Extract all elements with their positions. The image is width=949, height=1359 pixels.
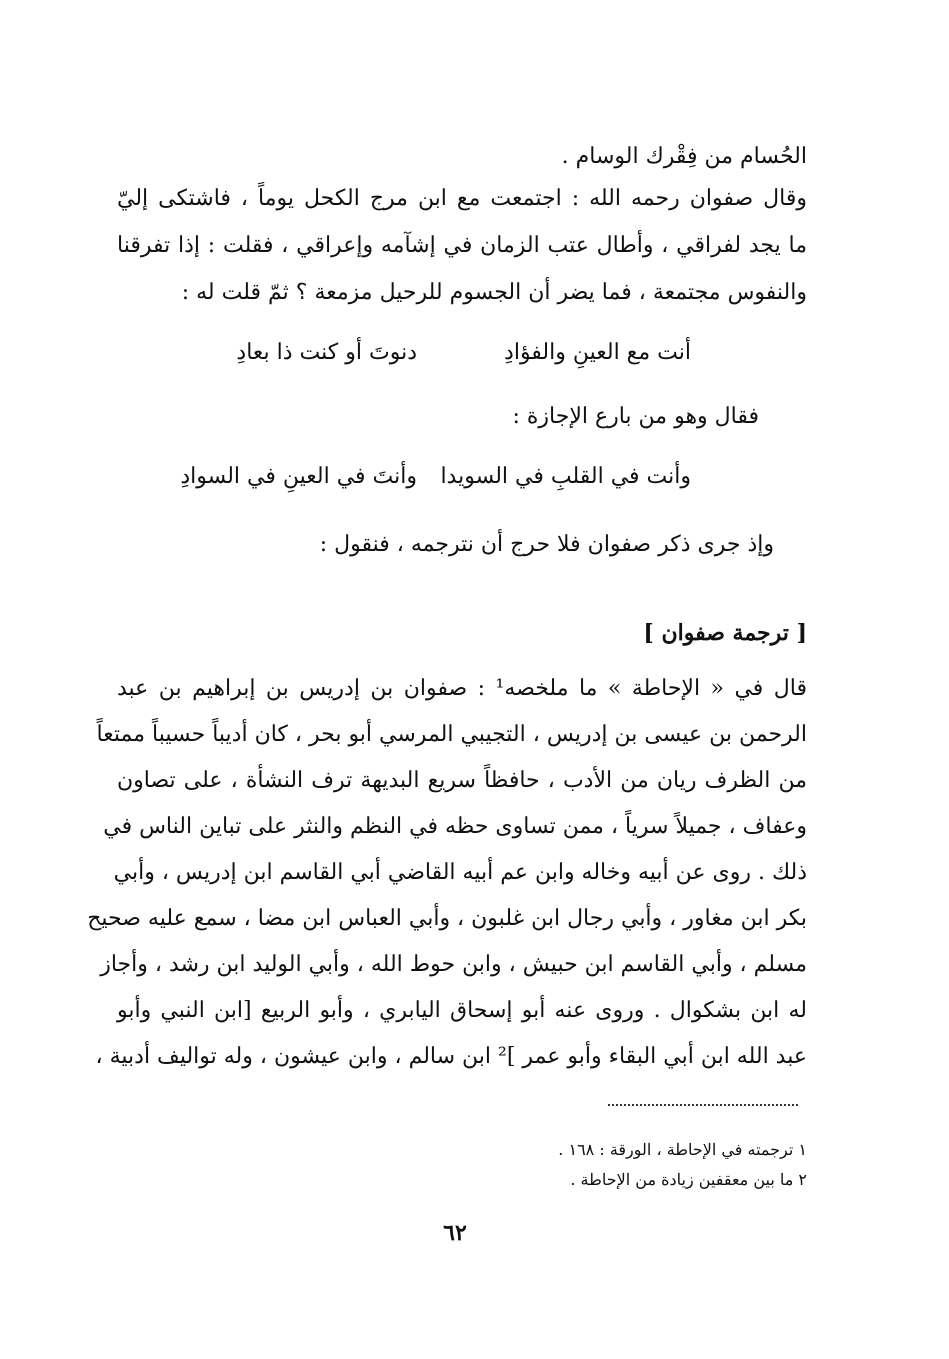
text-line: قال في « الإحاطة » ما ملخصه¹ : صفوان بن إدريس بن إبراهيم بن عبد — [117, 676, 807, 701]
verse-hemistich-right: أنت مع العينِ والفؤادِ — [504, 340, 691, 365]
text-line: له ابن بشكوال . وروى عنه أبو إسحاق اليابري ، وأبو الربيع [ابن النبي وأبو — [117, 998, 807, 1023]
text-line: الحُسام من فِقْرك الوسام . — [561, 144, 807, 169]
footnote: ١ ترجمته في الإحاطة ، الورقة : ١٦٨ . — [558, 1140, 807, 1159]
text-line: بكر ابن مغاور ، وأبي رجال ابن غلبون ، وأبي العباس ابن مضا ، سمع عليه صحيح — [87, 906, 807, 931]
text-line: فقال وهو من بارع الإجازة : — [512, 404, 759, 429]
text-line: عبد الله ابن أبي البقاء وأبو عمر ]² ابن سالم ، وابن عيشون ، وله تواليف أدبية ، — [95, 1044, 807, 1069]
text-line: وعفاف ، جميلاً سرياً ، ممن تساوى حظه في النظم والنثر على تباين الناس في — [103, 814, 807, 839]
text-line: من الظرف ريان من الأدب ، حافظاً سريع البديهة ترف النشأة ، على تصاون — [117, 768, 807, 793]
text-line: وإذ جرى ذكر صفوان فلا حرج أن نترجمه ، فنقول : — [319, 532, 774, 557]
text-line: وقال صفوان رحمه الله : اجتمعت مع ابن مرج الكحل يوماً ، فاشتكى إليّ — [117, 186, 807, 211]
page-number: ٦٢ — [443, 1220, 467, 1246]
text-line: ذلك . روى عن أبيه وخاله وابن عم أبيه القاضي أبي القاسم ابن إدريس ، وأبي — [113, 860, 807, 885]
footnote: ٢ ما بين معقفين زيادة من الإحاطة . — [570, 1170, 807, 1189]
verse-hemistich-left: دنوتَ أو كنت ذا بعادِ — [236, 340, 417, 365]
verse-hemistich-right: وأنت في القلبِ في السويدا — [440, 464, 691, 489]
text-line: الرحمن بن عيسى بن إدريس ، التجيبي المرسي أبو بحر ، كان أديباً حسيباً ممتعاً — [96, 722, 807, 747]
footnote-separator — [608, 1104, 798, 1106]
verse-hemistich-left: وأنتَ في العينِ في السوادِ — [180, 464, 417, 489]
text-line: والنفوس مجتمعة ، فما يضر أن الجسوم للرحيل مزمعة ؟ ثمّ قلت له : — [181, 280, 807, 305]
text-line: مسلم ، وأبي القاسم ابن حبيش ، وابن حوط الله ، وأبي الوليد ابن رشد ، وأجاز — [100, 952, 807, 977]
section-heading: [ ترجمة صفوان ] — [643, 620, 807, 646]
text-line: ما يجد لفراقي ، وأطال عتب الزمان في إشآمه وإعراقي ، فقلت : إذا تفرقنا — [117, 233, 807, 258]
